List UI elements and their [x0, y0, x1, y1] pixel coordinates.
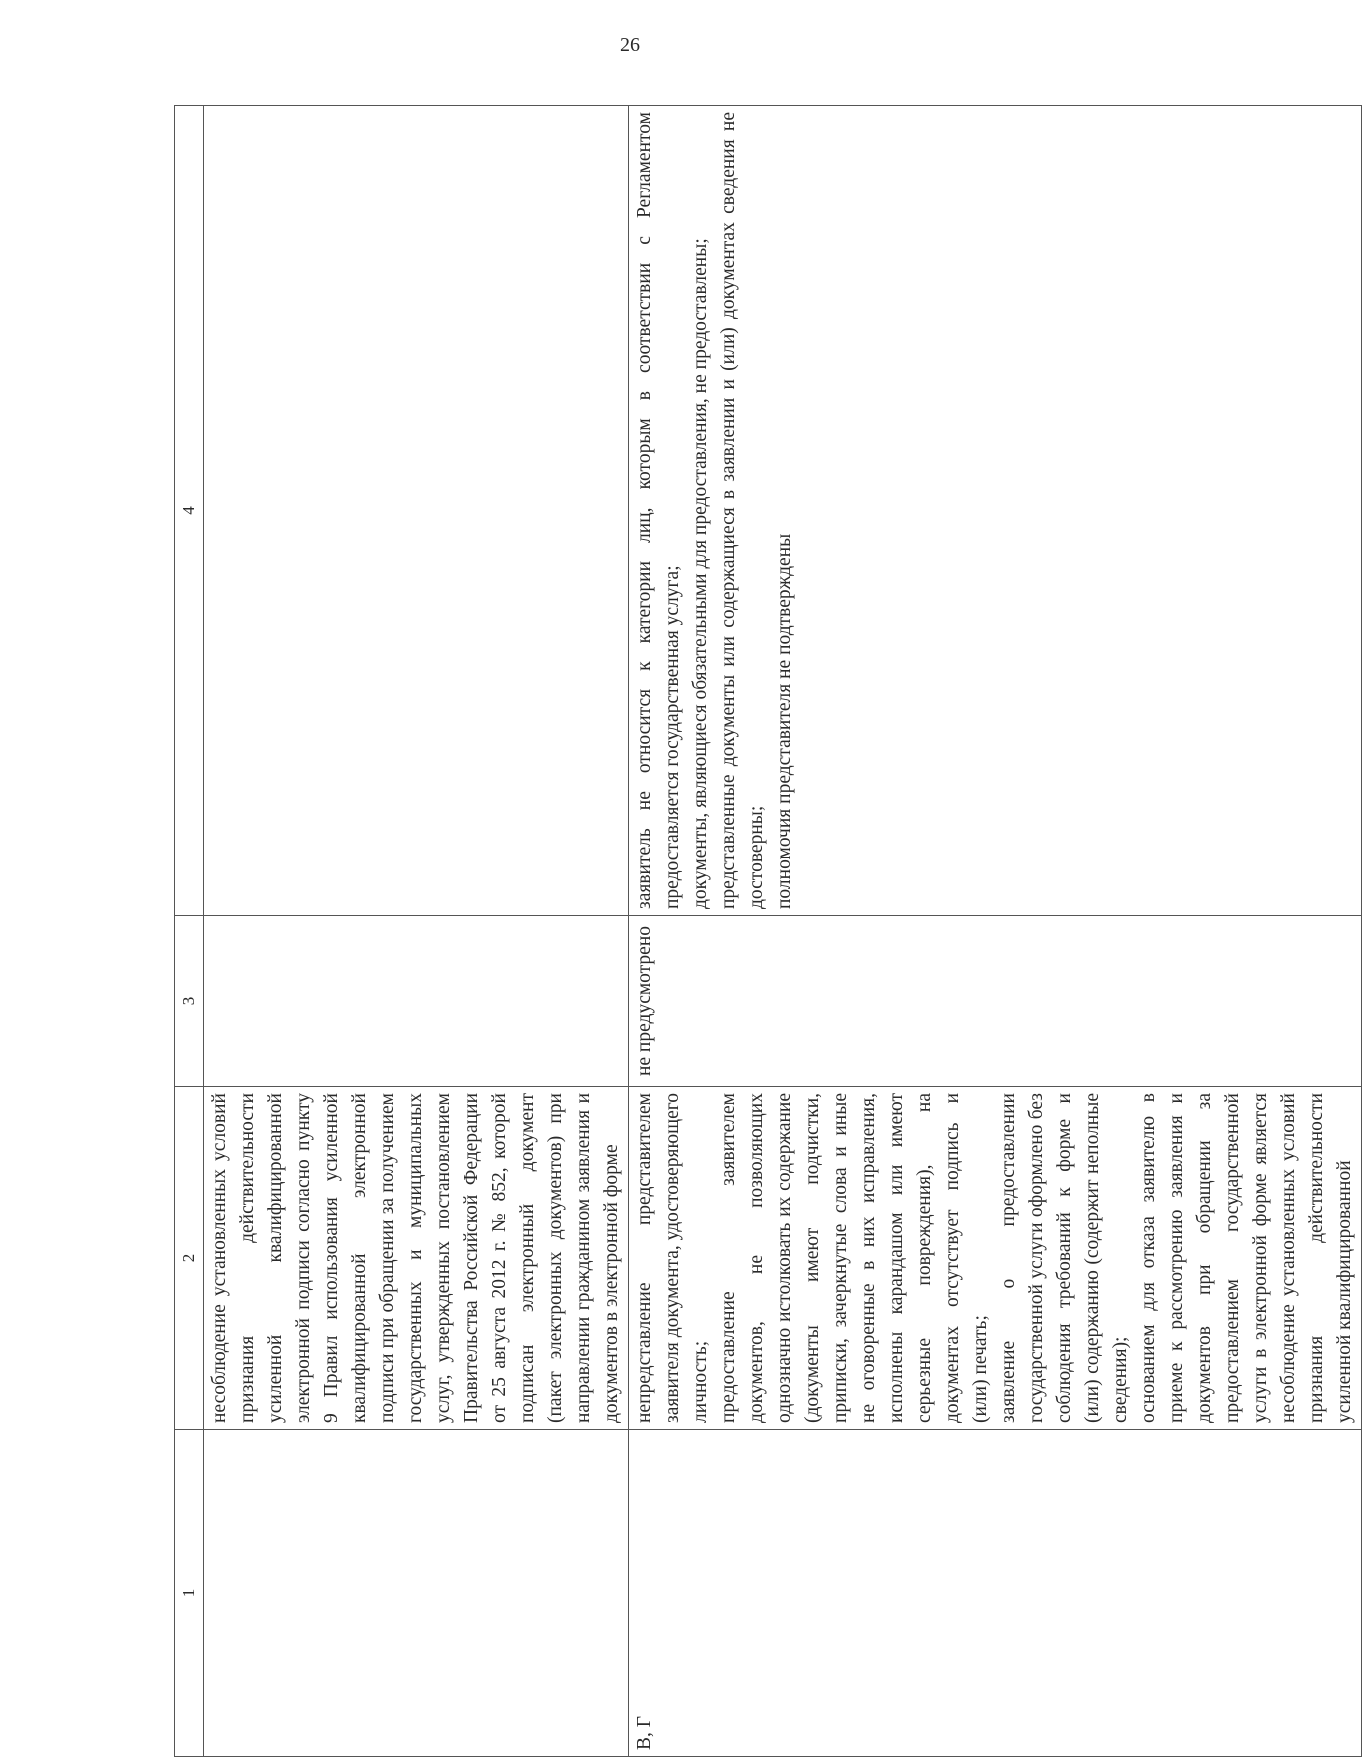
row2-col2-item: основанием для отказа заявителю в приеме к рассмотрению заявления и документов при обращении за предоставлением государственной услуги в электронной форме является несоблюдение установленных условий признания действительности усиленной квалифицированной [1138, 1093, 1355, 1423]
header-col-2: 2 [175, 1087, 204, 1430]
row2-col2-item: предоставление заявителем документов, не позволяющих однозначно истолковать их содержание (документы имеют подчистки, приписки, зачеркнутые слова и иные не оговоренные в них исправления, исполнены карандашом или имеют серьезные повреждения), на документах отсутствует подпись и (или) печать; [718, 1093, 991, 1423]
row1-col4 [204, 106, 629, 916]
header-col-3: 3 [175, 916, 204, 1087]
row2-col4-item: представленные документы или содержащиеся в заявлении и (или) документах сведения не достоверны; [718, 112, 767, 909]
header-col-1: 1 [175, 1430, 204, 1757]
rotated-table-container [174, 105, 1355, 1757]
header-col-4: 4 [175, 106, 204, 916]
row2-col3: не предусмотрено [629, 916, 1362, 1087]
row2-col1: В, Г [629, 1430, 1362, 1757]
row1-col2: несоблюдение установленных условий признания действительности усиленной квалифицированной электронной подписи согласно пункту 9 Правил использования усиленной квалифицированной электронной подписи при обращении за получением государственных и муниципальных услуг, утвержденных постановлением Правительства Российской Федерации от 25 августа 2012 г. № 852, которой подписан электронный документ (пакет электронных документов) при направлении гражданином заявления и документов в электронной форме [204, 1087, 629, 1430]
row2-col2-item: непредставление представителем заявителя документа, удостоверяющего личность; [634, 1093, 711, 1423]
table-header-row [175, 106, 204, 1757]
row2-col4-item: полномочия представителя не подтверждены [774, 533, 795, 909]
row2-col2-item: заявление о предоставлении государственной услуги оформлено без соблюдения требований к форме и (или) содержанию (содержит неполные сведения); [998, 1093, 1131, 1423]
table-row [629, 106, 1362, 1757]
row2-col2 [629, 1087, 1362, 1430]
row1-col3 [204, 916, 629, 1087]
page-number: 26 [620, 34, 640, 56]
table-row [204, 106, 629, 1757]
row2-col4 [629, 106, 1362, 916]
row2-col4-item: документы, являющиеся обязательными для предоставления, не предоставлены; [690, 238, 711, 909]
document-table [174, 105, 1362, 1757]
row1-col1 [204, 1430, 629, 1757]
row2-col4-item: заявитель не относится к категории лиц, которым в соответствии с Регламентом предоставляется государственная услуга; [634, 112, 683, 909]
